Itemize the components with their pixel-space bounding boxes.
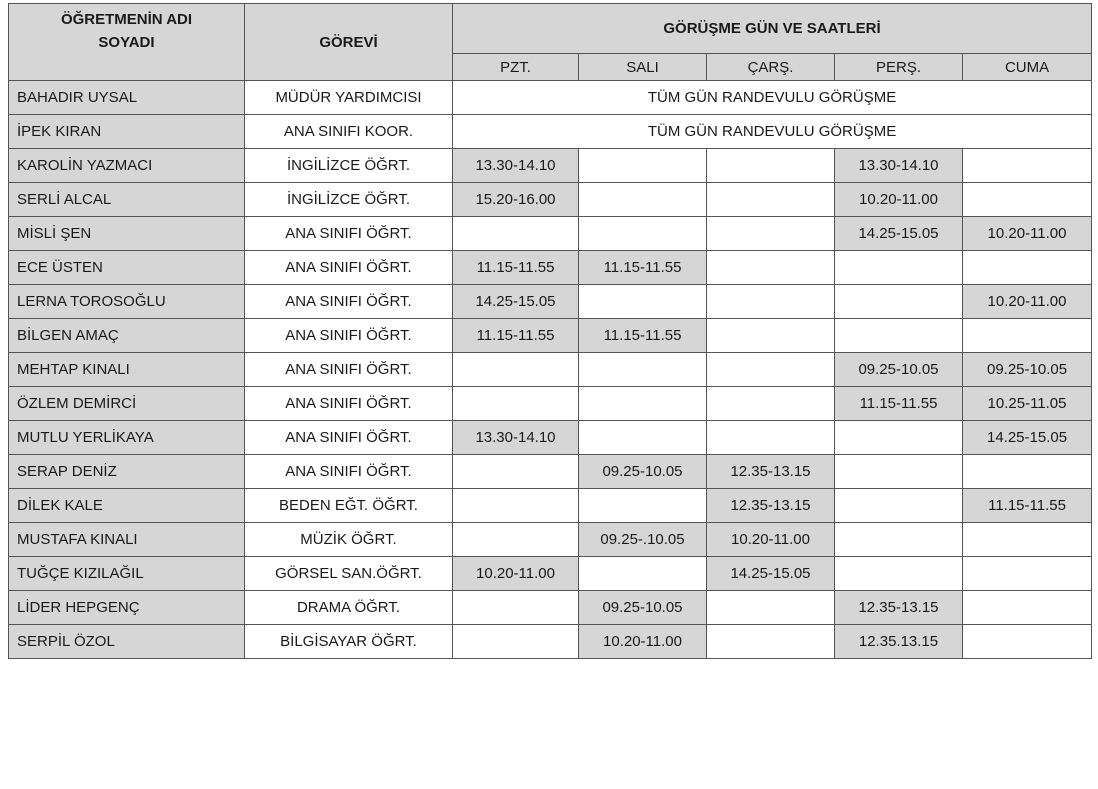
time-slot-cell [453, 217, 579, 251]
time-slot-cell [835, 557, 963, 591]
teacher-name-cell: MUTLU YERLİKAYA [9, 421, 245, 455]
teacher-name-cell: ÖZLEM DEMİRCİ [9, 387, 245, 421]
time-slot-cell [835, 421, 963, 455]
time-slot-cell [707, 251, 835, 285]
table-row [9, 455, 1092, 489]
time-slot-cell [835, 251, 963, 285]
time-slot-cell [707, 353, 835, 387]
teacher-name-cell: KAROLİN YAZMACI [9, 149, 245, 183]
time-slot-cell: 13.30-14.10 [835, 149, 963, 183]
header-schedule: GÖRÜŞME GÜN VE SAATLERİ [453, 4, 1092, 54]
time-slot-cell: 11.15-11.55 [453, 319, 579, 353]
time-slot-cell: 09.25-10.05 [579, 455, 707, 489]
time-slot-cell: 11.15-11.55 [835, 387, 963, 421]
time-slot-cell: 10.20-11.00 [963, 285, 1092, 319]
role-cell: ANA SINIFI ÖĞRT. [245, 251, 453, 285]
time-slot-cell: 14.25-15.05 [835, 217, 963, 251]
time-slot-cell [707, 183, 835, 217]
all-day-appointment-cell: TÜM GÜN RANDEVULU GÖRÜŞME [453, 81, 1092, 115]
table-row [9, 319, 1092, 353]
header-teacher-name: ÖĞRETMENİN ADI SOYADI [9, 4, 245, 81]
table-row [9, 489, 1092, 523]
role-cell: İNGİLİZCE ÖĞRT. [245, 149, 453, 183]
time-slot-cell [579, 557, 707, 591]
time-slot-cell [963, 523, 1092, 557]
time-slot-cell [453, 489, 579, 523]
time-slot-cell: 11.15-11.55 [963, 489, 1092, 523]
role-cell: DRAMA ÖĞRT. [245, 591, 453, 625]
time-slot-cell [963, 557, 1092, 591]
time-slot-cell: 09.25-.10.05 [579, 523, 707, 557]
header-role: GÖREVİ [245, 4, 453, 81]
time-slot-cell: 10.20-11.00 [453, 557, 579, 591]
role-cell: MÜDÜR YARDIMCISI [245, 81, 453, 115]
time-slot-cell: 14.25-15.05 [963, 421, 1092, 455]
teacher-name-cell: DİLEK KALE [9, 489, 245, 523]
time-slot-cell: 14.25-15.05 [453, 285, 579, 319]
table-row [9, 523, 1092, 557]
time-slot-cell [963, 149, 1092, 183]
time-slot-cell: 13.30-14.10 [453, 421, 579, 455]
teacher-name-cell: ECE ÜSTEN [9, 251, 245, 285]
role-cell: BEDEN EĞT. ÖĞRT. [245, 489, 453, 523]
teacher-name-cell: TUĞÇE KIZILAĞIL [9, 557, 245, 591]
teacher-name-cell: LERNA TOROSOĞLU [9, 285, 245, 319]
table-row [9, 591, 1092, 625]
time-slot-cell [963, 455, 1092, 489]
time-slot-cell: 10.20-11.00 [707, 523, 835, 557]
table-row [9, 149, 1092, 183]
time-slot-cell [579, 285, 707, 319]
time-slot-cell [963, 251, 1092, 285]
time-slot-cell: 12.35-13.15 [835, 591, 963, 625]
time-slot-cell [453, 591, 579, 625]
teacher-name-cell: SERAP DENİZ [9, 455, 245, 489]
time-slot-cell [579, 183, 707, 217]
time-slot-cell: 12.35-13.15 [707, 455, 835, 489]
time-slot-cell [579, 421, 707, 455]
header-day: ÇARŞ. [707, 54, 835, 81]
teacher-name-cell: SERLİ ALCAL [9, 183, 245, 217]
time-slot-cell [835, 319, 963, 353]
header-day: CUMA [963, 54, 1092, 81]
time-slot-cell: 11.15-11.55 [453, 251, 579, 285]
time-slot-cell [453, 387, 579, 421]
role-cell: ANA SINIFI ÖĞRT. [245, 353, 453, 387]
role-cell: ANA SINIFI ÖĞRT. [245, 285, 453, 319]
time-slot-cell [707, 149, 835, 183]
time-slot-cell: 15.20-16.00 [453, 183, 579, 217]
time-slot-cell [707, 625, 835, 659]
time-slot-cell [963, 591, 1092, 625]
time-slot-cell [453, 353, 579, 387]
time-slot-cell: 12.35.13.15 [835, 625, 963, 659]
table-row [9, 625, 1092, 659]
time-slot-cell: 09.25-10.05 [963, 353, 1092, 387]
time-slot-cell: 13.30-14.10 [453, 149, 579, 183]
time-slot-cell [453, 455, 579, 489]
time-slot-cell [835, 489, 963, 523]
role-cell: GÖRSEL SAN.ÖĞRT. [245, 557, 453, 591]
time-slot-cell [963, 183, 1092, 217]
time-slot-cell: 14.25-15.05 [707, 557, 835, 591]
table-row [9, 387, 1092, 421]
table-row [9, 217, 1092, 251]
role-cell: BİLGİSAYAR ÖĞRT. [245, 625, 453, 659]
time-slot-cell [707, 319, 835, 353]
meeting-schedule-table [8, 3, 1092, 659]
table-row [9, 115, 1092, 149]
role-cell: İNGİLİZCE ÖĞRT. [245, 183, 453, 217]
time-slot-cell [963, 625, 1092, 659]
time-slot-cell [707, 387, 835, 421]
time-slot-cell [579, 149, 707, 183]
time-slot-cell: 10.20-11.00 [963, 217, 1092, 251]
role-cell: ANA SINIFI ÖĞRT. [245, 455, 453, 489]
time-slot-cell [707, 217, 835, 251]
time-slot-cell [453, 523, 579, 557]
time-slot-cell [579, 387, 707, 421]
role-cell: MÜZİK ÖĞRT. [245, 523, 453, 557]
time-slot-cell [835, 455, 963, 489]
role-cell: ANA SINIFI ÖĞRT. [245, 319, 453, 353]
table-row [9, 353, 1092, 387]
teacher-name-cell: BAHADIR UYSAL [9, 81, 245, 115]
header-day: PZT. [453, 54, 579, 81]
teacher-name-cell: SERPİL ÖZOL [9, 625, 245, 659]
teacher-name-cell: İPEK KIRAN [9, 115, 245, 149]
table-row [9, 557, 1092, 591]
time-slot-cell [835, 285, 963, 319]
time-slot-cell: 09.25-10.05 [579, 591, 707, 625]
time-slot-cell [453, 625, 579, 659]
header-day: SALI [579, 54, 707, 81]
time-slot-cell: 10.20-11.00 [579, 625, 707, 659]
role-cell: ANA SINIFI ÖĞRT. [245, 421, 453, 455]
teacher-name-cell: MEHTAP KINALI [9, 353, 245, 387]
table-row [9, 81, 1092, 115]
header-day: PERŞ. [835, 54, 963, 81]
time-slot-cell [707, 591, 835, 625]
time-slot-cell [835, 523, 963, 557]
role-cell: ANA SINIFI ÖĞRT. [245, 387, 453, 421]
table-row [9, 285, 1092, 319]
teacher-name-cell: MUSTAFA KINALI [9, 523, 245, 557]
teacher-name-cell: BİLGEN AMAÇ [9, 319, 245, 353]
time-slot-cell: 11.15-11.55 [579, 251, 707, 285]
role-cell: ANA SINIFI ÖĞRT. [245, 217, 453, 251]
time-slot-cell: 10.20-11.00 [835, 183, 963, 217]
table-row [9, 421, 1092, 455]
time-slot-cell [579, 217, 707, 251]
time-slot-cell [707, 285, 835, 319]
time-slot-cell: 11.15-11.55 [579, 319, 707, 353]
time-slot-cell: 12.35-13.15 [707, 489, 835, 523]
teacher-name-cell: LİDER HEPGENÇ [9, 591, 245, 625]
table-row [9, 183, 1092, 217]
all-day-appointment-cell: TÜM GÜN RANDEVULU GÖRÜŞME [453, 115, 1092, 149]
teacher-name-cell: MİSLİ ŞEN [9, 217, 245, 251]
schedule-rows [9, 81, 1092, 659]
time-slot-cell [963, 319, 1092, 353]
table-row [9, 251, 1092, 285]
time-slot-cell [707, 421, 835, 455]
time-slot-cell: 10.25-11.05 [963, 387, 1092, 421]
time-slot-cell [579, 353, 707, 387]
time-slot-cell [579, 489, 707, 523]
time-slot-cell: 09.25-10.05 [835, 353, 963, 387]
role-cell: ANA SINIFI KOOR. [245, 115, 453, 149]
